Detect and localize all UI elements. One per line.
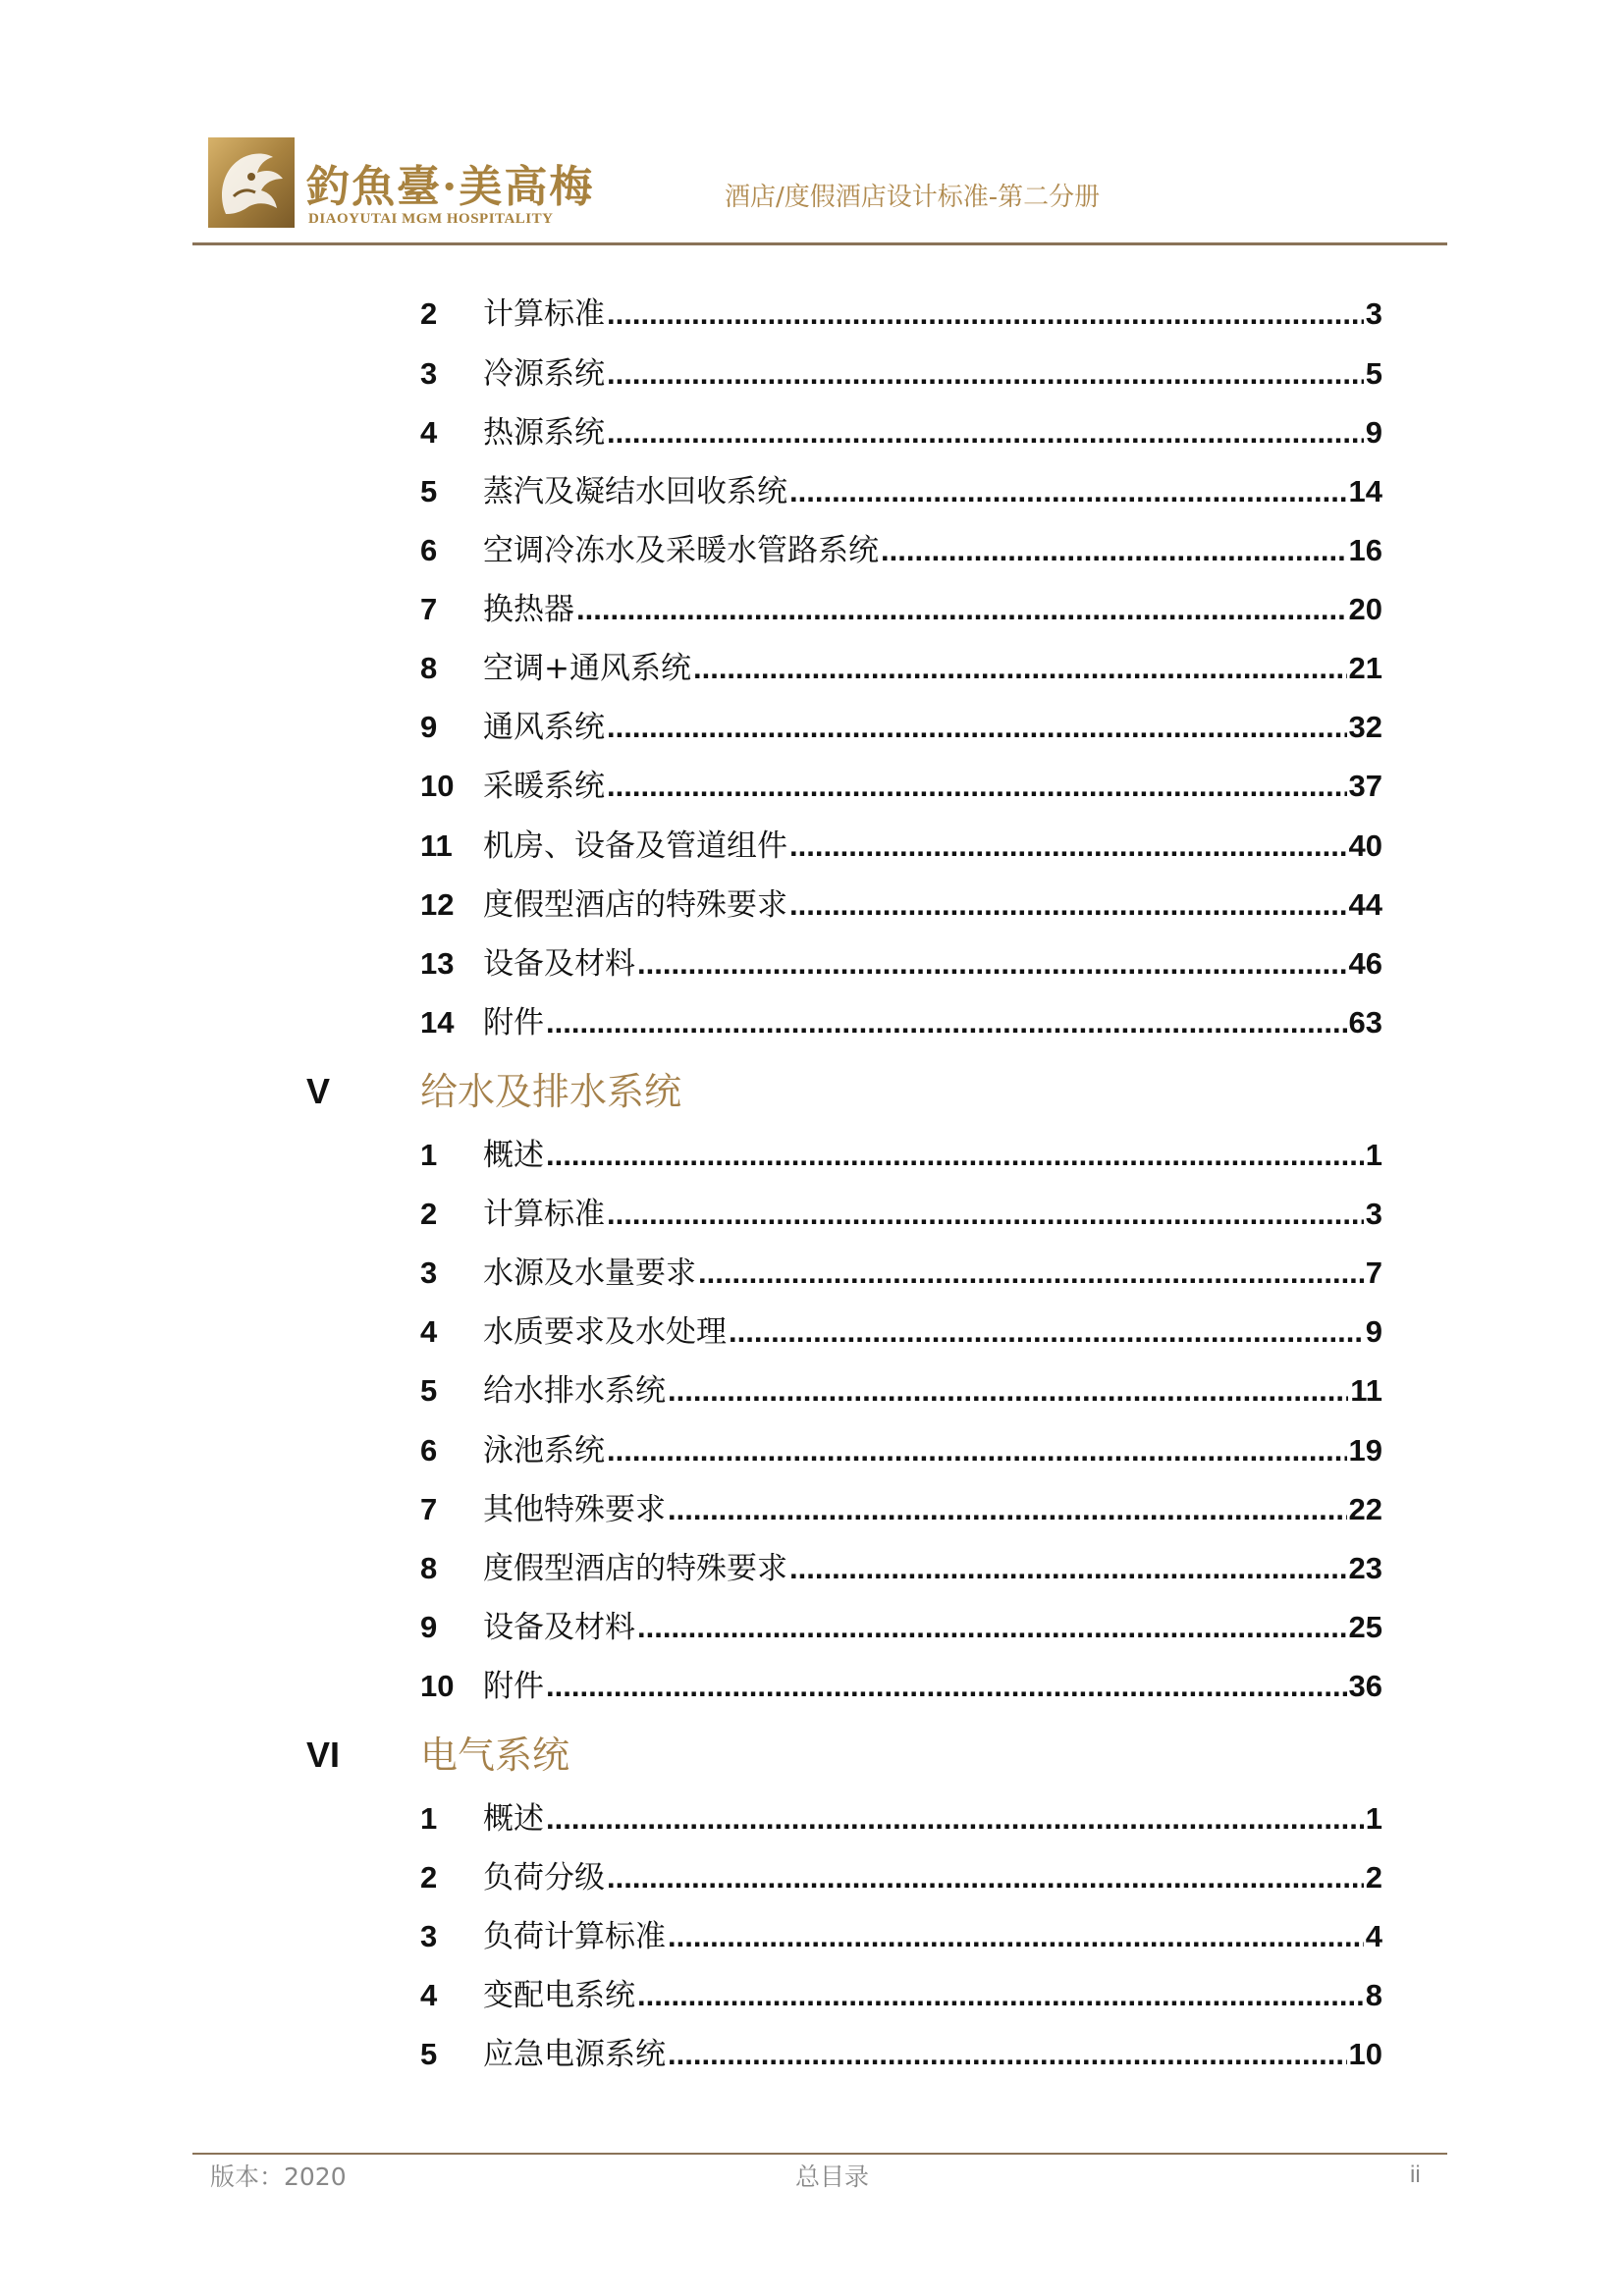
toc-entry-number: 10	[420, 769, 455, 803]
toc-entry-page: 3	[1365, 1197, 1382, 1231]
dot-leader	[637, 942, 1347, 986]
toc-entry[interactable]	[420, 352, 1382, 396]
footer-divider	[192, 2153, 1447, 2155]
toc-entry[interactable]	[420, 1797, 1382, 1841]
toc-entry-page: 10	[1348, 2037, 1382, 2071]
toc-entry-label: 机房、设备及管道组件	[483, 828, 787, 864]
footer-section-name: 总目录	[795, 2163, 870, 2191]
toc-entry-number: 5	[420, 2037, 438, 2071]
toc-entry[interactable]	[420, 411, 1382, 454]
toc-entry[interactable]	[420, 1606, 1382, 1649]
toc-entry-page: 23	[1348, 1551, 1382, 1585]
toc-entry-page: 37	[1348, 769, 1382, 803]
toc-entry-number: 9	[420, 710, 438, 744]
toc-entry[interactable]	[420, 1429, 1382, 1472]
toc-entry[interactable]	[420, 1001, 1382, 1044]
toc-entry-page: 1	[1365, 1138, 1382, 1172]
toc-entry-number: 4	[420, 415, 438, 450]
toc-entry-label: 给水排水系统	[483, 1373, 666, 1409]
toc-entry-page: 16	[1348, 533, 1382, 567]
toc-entry-label: 计算标准	[483, 296, 605, 332]
toc-entry[interactable]	[420, 588, 1382, 631]
dot-leader	[546, 1797, 1364, 1841]
dot-leader	[546, 1665, 1347, 1708]
dot-leader	[789, 883, 1347, 927]
lion-logo-icon	[208, 137, 295, 228]
dot-leader	[607, 352, 1364, 396]
toc-entry-number: 3	[420, 1919, 438, 1953]
header-divider	[192, 242, 1447, 245]
toc-entry-label: 空调+通风系统	[483, 651, 691, 686]
dot-leader	[698, 1252, 1364, 1295]
toc-entry-number: 12	[420, 887, 455, 922]
toc-entry-label: 通风系统	[483, 710, 605, 745]
toc-entry[interactable]	[420, 647, 1382, 690]
dot-leader	[607, 706, 1347, 749]
toc-section-heading[interactable]	[306, 1066, 681, 1117]
toc-entry-page: 46	[1348, 946, 1382, 981]
toc-entry-number: 13	[420, 946, 455, 981]
toc-entry-page: 4	[1365, 1919, 1382, 1953]
toc-section-heading[interactable]	[306, 1730, 569, 1781]
toc-entry[interactable]	[420, 765, 1382, 808]
toc-entry-page: 9	[1365, 1314, 1382, 1349]
toc-entry-label: 负荷分级	[483, 1860, 605, 1896]
toc-entry[interactable]	[420, 1310, 1382, 1354]
dot-leader	[607, 1429, 1347, 1472]
dot-leader	[607, 1856, 1364, 1899]
toc-entry-page: 36	[1348, 1669, 1382, 1703]
toc-entry-number: 1	[420, 1801, 438, 1836]
toc-entry-page: 20	[1348, 592, 1382, 626]
toc-entry-number: 4	[420, 1314, 438, 1349]
toc-entry[interactable]	[420, 883, 1382, 927]
dot-leader	[789, 1547, 1347, 1590]
footer-page-number: ii	[1410, 2162, 1421, 2188]
toc-entry-label: 附件	[483, 1005, 544, 1041]
toc-entry-label: 变配电系统	[483, 1978, 635, 2013]
section-roman-numeral: VI	[306, 1735, 341, 1775]
toc-entry-label: 设备及材料	[483, 946, 635, 982]
toc-entry[interactable]	[420, 293, 1382, 336]
toc-entry-number: 4	[420, 1978, 438, 2012]
section-title: 给水及排水系统	[420, 1070, 682, 1113]
toc-entry-label: 蒸汽及凝结水回收系统	[483, 474, 787, 509]
dot-leader	[607, 293, 1364, 336]
section-title: 电气系统	[420, 1734, 570, 1777]
toc-entry-label: 空调冷冻水及采暖水管路系统	[483, 533, 879, 568]
toc-entry-label: 度假型酒店的特殊要求	[483, 887, 787, 923]
toc-entry-page: 44	[1348, 887, 1382, 922]
toc-entry-page: 22	[1348, 1492, 1382, 1526]
dot-leader	[693, 647, 1347, 690]
toc-entry[interactable]	[420, 1547, 1382, 1590]
toc-entry-page: 3	[1365, 296, 1382, 331]
toc-entry-number: 6	[420, 533, 438, 567]
toc-entry-number: 5	[420, 1373, 438, 1408]
toc-entry-page: 63	[1348, 1005, 1382, 1040]
footer-version: 版本：2020	[210, 2163, 347, 2191]
toc-entry-number: 8	[420, 651, 438, 685]
toc-entry-number: 10	[420, 1669, 455, 1703]
toc-entry[interactable]	[420, 942, 1382, 986]
toc-entry[interactable]	[420, 825, 1382, 868]
toc-entry-page: 19	[1348, 1433, 1382, 1468]
dot-leader	[637, 1974, 1364, 2017]
toc-entry[interactable]	[420, 1369, 1382, 1413]
toc-entry-number: 3	[420, 1255, 438, 1290]
brand-name-cn: 釣魚臺·美高梅	[306, 162, 595, 212]
dot-leader	[729, 1310, 1364, 1354]
brand-name-en: DIAOYUTAI MGM HOSPITALITY	[308, 211, 554, 227]
toc-entry-page: 2	[1365, 1860, 1382, 1895]
dot-leader	[668, 1488, 1347, 1531]
toc-entry-number: 9	[420, 1610, 438, 1644]
toc-entry[interactable]	[420, 1193, 1382, 1236]
document-title: 酒店/度假酒店设计标准-第二分册	[725, 183, 1101, 212]
dot-leader	[576, 588, 1347, 631]
toc-entry-number: 3	[420, 356, 438, 391]
toc-entry[interactable]	[420, 1488, 1382, 1531]
toc-entry-number: 7	[420, 1492, 438, 1526]
toc-entry-page: 9	[1365, 415, 1382, 450]
toc-entry-label: 泳池系统	[483, 1433, 605, 1468]
toc-entry-page: 1	[1365, 1801, 1382, 1836]
toc-entry-label: 水质要求及水处理	[483, 1314, 727, 1350]
toc-entry-number: 5	[420, 474, 438, 508]
dot-leader	[607, 1193, 1364, 1236]
toc-entry-label: 其他特殊要求	[483, 1492, 666, 1527]
toc-entry-label: 计算标准	[483, 1197, 605, 1232]
toc-entry-number: 8	[420, 1551, 438, 1585]
toc-entry-label: 概述	[483, 1138, 544, 1173]
toc-entry-number: 2	[420, 296, 438, 331]
toc-entry[interactable]	[420, 1665, 1382, 1708]
toc-entry-label: 水源及水量要求	[483, 1255, 696, 1291]
toc-entry-label: 度假型酒店的特殊要求	[483, 1551, 787, 1586]
toc-entry-label: 概述	[483, 1801, 544, 1837]
toc-entry-page: 21	[1348, 651, 1382, 685]
toc-entry-page: 14	[1348, 474, 1382, 508]
toc-entry[interactable]	[420, 706, 1382, 749]
toc-entry[interactable]	[420, 1856, 1382, 1899]
toc-entry[interactable]	[420, 529, 1382, 572]
dot-leader	[668, 1915, 1364, 1958]
toc-entry-label: 热源系统	[483, 415, 605, 451]
dot-leader	[546, 1134, 1364, 1177]
toc-entry-label: 应急电源系统	[483, 2037, 666, 2072]
toc-entry-number: 1	[420, 1138, 438, 1172]
toc-entry[interactable]	[420, 1974, 1382, 2017]
dot-leader	[789, 470, 1347, 513]
toc-entry-page: 5	[1365, 356, 1382, 391]
toc-entry-number: 2	[420, 1197, 438, 1231]
toc-entry-number: 2	[420, 1860, 438, 1895]
toc-entry-label: 换热器	[483, 592, 574, 627]
toc-entry[interactable]	[420, 470, 1382, 513]
toc-entry-label: 冷源系统	[483, 356, 605, 392]
toc-entry[interactable]	[420, 1915, 1382, 1958]
toc-entry[interactable]	[420, 2033, 1382, 2076]
toc-entry-page: 32	[1348, 710, 1382, 744]
toc-entry-page: 11	[1350, 1373, 1382, 1408]
section-roman-numeral: V	[306, 1071, 331, 1111]
dot-leader	[881, 529, 1347, 572]
toc-entry-number: 7	[420, 592, 438, 626]
dot-leader	[607, 411, 1364, 454]
dot-leader	[607, 765, 1347, 808]
toc-entry-label: 负荷计算标准	[483, 1919, 666, 1954]
dot-leader	[546, 1001, 1347, 1044]
toc-entry[interactable]	[420, 1252, 1382, 1295]
dot-leader	[668, 2033, 1347, 2076]
toc-entry-label: 设备及材料	[483, 1610, 635, 1645]
toc-entry-number: 11	[420, 828, 453, 863]
dot-leader	[789, 825, 1347, 868]
toc-entry-number: 6	[420, 1433, 438, 1468]
toc-entry[interactable]	[420, 1134, 1382, 1177]
toc-entry-label: 采暖系统	[483, 769, 605, 804]
dot-leader	[668, 1369, 1348, 1413]
toc-entry-label: 附件	[483, 1669, 544, 1704]
page-header	[0, 0, 1624, 255]
toc-entry-page: 25	[1348, 1610, 1382, 1644]
toc-entry-number: 14	[420, 1005, 455, 1040]
toc-entry-page: 40	[1348, 828, 1382, 863]
dot-leader	[637, 1606, 1347, 1649]
toc-entry-page: 7	[1365, 1255, 1382, 1290]
toc-entry-page: 8	[1365, 1978, 1382, 2012]
